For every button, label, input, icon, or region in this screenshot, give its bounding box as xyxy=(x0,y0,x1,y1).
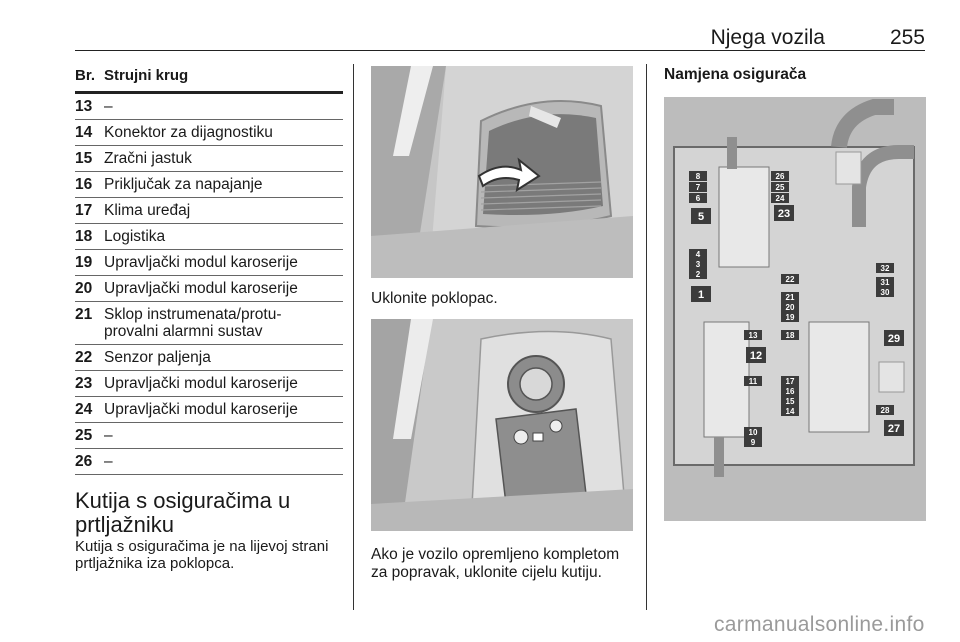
circuit-name: Sklop instrumenata/protu- provalni alarmni sustav xyxy=(104,306,282,340)
fuse-label: 23 xyxy=(777,208,791,220)
fuse-number: 13 xyxy=(75,98,93,115)
table-row xyxy=(75,146,343,172)
fuse-label: 13 xyxy=(748,331,758,340)
column-header-circuit: Strujni krug xyxy=(104,67,189,84)
page-title: Njega vozila xyxy=(710,26,825,49)
fuse-label: 7 xyxy=(695,183,701,192)
fuse-number: 17 xyxy=(75,202,93,219)
circuit-name: Upravljački modul karoserije xyxy=(104,375,298,392)
fuse-label: 21 xyxy=(785,293,795,302)
column-divider xyxy=(646,64,647,610)
fuse-label: 26 xyxy=(775,172,785,181)
table-header xyxy=(75,67,343,94)
fuse-panel-diagram xyxy=(664,97,926,521)
fuse-label: 31 xyxy=(880,278,890,287)
table-row xyxy=(75,120,343,146)
fuse-panel-title: Namjena osigurača xyxy=(664,66,807,83)
fuse-number: 22 xyxy=(75,349,93,366)
repair-kit-illustration xyxy=(371,319,633,531)
fuse-label: 14 xyxy=(785,407,795,416)
fuse-number: 16 xyxy=(75,176,93,193)
trunk-cover-illustration xyxy=(371,66,633,278)
kit-caption: Ako je vozilo opremljeno kompletom za popravak, uklonite cijelu kutiju. xyxy=(371,546,620,581)
table-row xyxy=(75,276,343,302)
table-row xyxy=(75,449,343,475)
fuse-number: 19 xyxy=(75,254,93,271)
fuse-label: 1 xyxy=(697,289,705,301)
fuse-label: 11 xyxy=(748,377,758,386)
circuit-name: Upravljački modul karoserije xyxy=(104,401,298,418)
fuse-label: 18 xyxy=(785,331,795,340)
fuse-label: 5 xyxy=(697,211,705,223)
fuse-number: 15 xyxy=(75,150,93,167)
table-row xyxy=(75,198,343,224)
fuse-label: 30 xyxy=(880,288,890,297)
circuit-name: Klima uređaj xyxy=(104,202,191,219)
section-title-line: prtljažniku xyxy=(75,512,175,537)
left-column xyxy=(75,67,343,572)
fuse-label: 8 xyxy=(695,172,701,181)
circuit-name: Senzor paljenja xyxy=(104,349,211,366)
fuse-label: 9 xyxy=(750,438,756,447)
fuse-number: 14 xyxy=(75,124,93,141)
fuse-label: 15 xyxy=(785,397,795,406)
fuse-label: 24 xyxy=(775,194,785,203)
circuit-name: Upravljački modul karoserije xyxy=(104,254,298,271)
circuit-name: – xyxy=(104,427,113,444)
table-row xyxy=(75,250,343,276)
circuit-name: Konektor za dijagnostiku xyxy=(104,124,273,141)
watermark: carmanualsonline.info xyxy=(714,613,925,636)
table-row xyxy=(75,423,343,449)
circuit-name: Logistika xyxy=(104,228,166,245)
fuse-number: 21 xyxy=(75,306,93,323)
fuse-label: 17 xyxy=(785,377,795,386)
fuse-label: 27 xyxy=(887,423,901,435)
table-row xyxy=(75,371,343,397)
table-row xyxy=(75,172,343,198)
fuse-number: 25 xyxy=(75,427,93,444)
fuse-label: 4 xyxy=(695,250,701,259)
page-header xyxy=(75,26,925,51)
fuse-number: 24 xyxy=(75,401,93,418)
section-title-line: Kutija s osiguračima u xyxy=(75,488,291,513)
fuse-label: 19 xyxy=(785,313,795,322)
circuit-name: Upravljački modul karoserije xyxy=(104,280,298,297)
fuse-label: 32 xyxy=(880,264,890,273)
fuse-table-body xyxy=(75,94,343,475)
fuse-label: 28 xyxy=(880,406,890,415)
column-header-number: Br. xyxy=(75,67,96,84)
table-row xyxy=(75,94,343,120)
section-title xyxy=(75,489,343,537)
fuse-label: 10 xyxy=(748,428,758,437)
circuit-name: Priključak za napajanje xyxy=(104,176,263,193)
fuse-label: 3 xyxy=(695,260,701,269)
cover-caption: Uklonite poklopac. xyxy=(371,290,498,307)
fuse-number: 26 xyxy=(75,453,93,470)
page-number: 255 xyxy=(889,26,925,49)
column-divider xyxy=(353,64,354,610)
table-row xyxy=(75,345,343,371)
fuse-number: 23 xyxy=(75,375,93,392)
section-body: Kutija s osiguračima je na lijevoj strani prtljažnika iza poklopca. xyxy=(75,538,329,572)
circuit-name: Zračni jastuk xyxy=(104,150,192,167)
fuse-label: 25 xyxy=(775,183,785,192)
fuse-label: 16 xyxy=(785,387,795,396)
fuse-label: 2 xyxy=(695,270,701,279)
circuit-name: – xyxy=(104,98,113,115)
circuit-name: – xyxy=(104,453,113,470)
fuse-label: 6 xyxy=(695,194,701,203)
fuse-number: 20 xyxy=(75,280,93,297)
table-row xyxy=(75,397,343,423)
fuse-label: 12 xyxy=(749,350,763,362)
table-row xyxy=(75,224,343,250)
fuse-label: 29 xyxy=(887,333,901,345)
fuse-label: 22 xyxy=(785,275,795,284)
fuse-number: 18 xyxy=(75,228,93,245)
table-row xyxy=(75,302,343,345)
fuse-label: 20 xyxy=(785,303,795,312)
